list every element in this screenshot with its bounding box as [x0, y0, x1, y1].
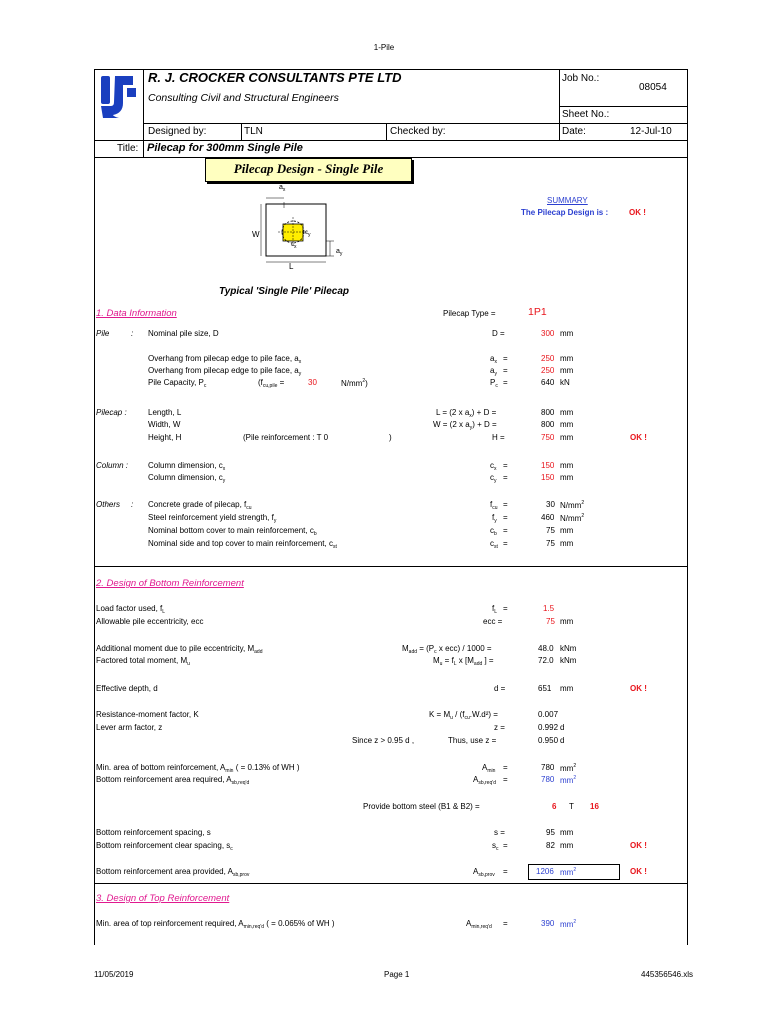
- pile-label: Pile: [96, 329, 110, 338]
- design-banner: [205, 158, 412, 182]
- z-sym: z =: [494, 723, 505, 732]
- column-cy-val: 150: [541, 473, 555, 482]
- column-cx-desc: Column dimension, $c_x$: [148, 461, 226, 472]
- pilecap-height-status: OK !: [630, 433, 647, 442]
- aprov-bottom-val: 1206: [536, 867, 554, 876]
- pile-capacity-eq: =: [503, 378, 508, 387]
- z-desc: Lever arm factor, z: [96, 723, 163, 732]
- section-divider-2: [94, 883, 688, 884]
- pile-fcu-label: ($f_{cu,pile}$ =: [258, 378, 285, 389]
- pilecap-height-note-close: ): [389, 433, 392, 442]
- column-cy-sym: $c_y$: [490, 473, 497, 484]
- pilecap-length-unit: mm: [560, 408, 574, 417]
- company-name: R. J. CROCKER CONSULTANTS PTE LTD: [148, 70, 402, 85]
- eccentricity-desc: Allowable pile eccentricity, ecc: [96, 617, 204, 626]
- pile-colon: :: [131, 329, 134, 338]
- amin-top-eq: =: [503, 919, 508, 928]
- others-cb-desc: Nominal bottom cover to main reinforcement, $c_b$: [148, 526, 317, 537]
- footer-date: 11/05/2019: [94, 970, 134, 979]
- overhang-x-sym: $a_x$: [490, 354, 497, 365]
- page-header: 1-Pile: [373, 43, 395, 52]
- pilecap-length-sym: L = (2 x $a_x) + D$ =: [436, 408, 497, 419]
- column-cx-sym: $c_x$: [490, 461, 497, 472]
- spacing-val: 95: [546, 828, 555, 837]
- effective-depth-desc: Effective depth, d: [96, 684, 158, 693]
- clear-spacing-val: 82: [546, 841, 555, 850]
- overhang-y-desc: Overhang from pilecap edge to pile face, $a_y$: [148, 366, 302, 377]
- aprov-bottom-eq: =: [503, 867, 508, 876]
- aprov-bottom-desc: Bottom reinforcement area provided, $A_{sb,prov}$: [96, 867, 250, 878]
- since-text: Since z > 0.95 d ,: [352, 736, 415, 745]
- pile-capacity-desc: Pile Capacity, $P_c$: [148, 378, 207, 389]
- others-cst-unit: mm: [560, 539, 574, 548]
- mu-unit: kNm: [560, 656, 577, 665]
- load-factor-val: 1.5: [543, 604, 555, 613]
- eccentricity-val: 75: [546, 617, 555, 626]
- others-fcu-val: 30: [546, 500, 555, 509]
- column-cx-unit: mm: [560, 461, 574, 470]
- areq-bottom-val: 780: [541, 775, 555, 784]
- pilecap-height-val: 750: [541, 433, 555, 442]
- overhang-y-sym: $a_y$: [490, 366, 497, 377]
- footer-page: Page 1: [384, 970, 410, 979]
- summary-text: The Pilecap Design is :: [521, 208, 609, 217]
- others-fy-unit: $N/mm^2$: [560, 513, 585, 523]
- spacing-sym: s =: [494, 828, 505, 837]
- overhang-x-unit: mm: [560, 354, 574, 363]
- others-cst-val: 75: [546, 539, 555, 548]
- load-factor-sym: $f_L$: [492, 604, 498, 615]
- areq-bottom-sym: $A_{sb,req'd}$: [473, 775, 496, 786]
- section3-heading: 3. Design of Top Reinforcement: [96, 893, 230, 904]
- pilecap-length-desc: Length, L: [148, 408, 182, 417]
- pile-size-val: 300: [541, 329, 555, 338]
- pile-capacity-val: 640: [541, 378, 555, 387]
- others-fy-desc: Steel reinforcement yield strength, $f_y$: [148, 513, 277, 524]
- thus-val: 0.950: [538, 736, 559, 745]
- fig-cy: $c_y$: [305, 230, 311, 238]
- amin-top-sym: $A_{min,req'd}$: [466, 919, 492, 930]
- clear-spacing-status: OK !: [630, 841, 647, 850]
- thus-text: Thus, use z =: [448, 736, 497, 745]
- job-value: 08054: [639, 82, 667, 93]
- eccentricity-unit: mm: [560, 617, 574, 626]
- amin-top-unit: $mm^2$: [560, 919, 577, 929]
- others-fy-eq: =: [503, 513, 508, 522]
- column-cy-unit: mm: [560, 473, 574, 482]
- footer-file: 445356546.xls: [641, 970, 694, 979]
- pilecap-height-desc: Height, H: [148, 433, 182, 442]
- summary-heading: SUMMARY: [547, 196, 588, 205]
- others-fcu-eq: =: [503, 500, 508, 509]
- pilecap-width-val: 800: [541, 420, 555, 429]
- title-value: Pilecap for 300mm Single Pile: [147, 142, 303, 154]
- banner-text: Pilecap Design - Single Pile: [233, 161, 384, 176]
- areq-bottom-unit: $mm^2$: [560, 775, 577, 785]
- others-cb-val: 75: [546, 526, 555, 535]
- summary-status: OK !: [629, 208, 646, 217]
- clear-spacing-sym: $s_c$: [492, 841, 499, 852]
- job-label: Job No.:: [562, 73, 600, 84]
- pile-size-desc: Nominal pile size, D: [148, 329, 219, 338]
- others-cst-desc: Nominal side and top cover to main reinforcement, $c_{st}$: [148, 539, 337, 550]
- overhang-y-unit: mm: [560, 366, 574, 375]
- mu-desc: Factored total moment, $M_u$: [96, 656, 190, 667]
- overhang-x-desc: Overhang from pilecap edge to pile face, $a_x$: [148, 354, 302, 365]
- effective-depth-status: OK !: [630, 684, 647, 693]
- column-cy-desc: Column dimension, $c_y$: [148, 473, 226, 484]
- areq-bottom-desc: Bottom reinforcement area required, $A_{sb,req'd}$: [96, 775, 250, 786]
- mu-formula: $M_u = f_L$ x [$M_{add}$ ] =: [433, 656, 494, 667]
- spacing-unit: mm: [560, 828, 574, 837]
- overhang-x-val: 250: [541, 354, 555, 363]
- z-val: 0.992: [538, 723, 559, 732]
- clear-spacing-desc: Bottom reinforcement clear spacing, $s_c$: [96, 841, 233, 852]
- section2-heading: 2. Design of Bottom Reinforcement: [96, 578, 244, 589]
- pilecap-width-desc: Width, W: [148, 420, 181, 429]
- pile-fcu-val: 30: [308, 378, 317, 387]
- others-colon: :: [131, 500, 134, 509]
- aprov-bottom-sym: $A_{sb,prov}$: [473, 867, 495, 878]
- others-cst-eq: =: [503, 539, 508, 548]
- fig-w: W: [252, 230, 260, 239]
- fig-ay: $a_y$: [336, 248, 343, 257]
- designed-value: TLN: [244, 126, 263, 137]
- others-cst-sym: $c_{st}$: [490, 539, 498, 550]
- others-cb-sym: $c_b$: [490, 526, 497, 537]
- provide-bottom-count: 6: [552, 802, 557, 811]
- provide-bottom-t: T: [569, 802, 574, 811]
- pilecap-label: Pilecap :: [96, 408, 127, 417]
- amin-top-val: 390: [541, 919, 555, 928]
- fig-ax: $a_x$: [279, 184, 286, 193]
- mu-val: 72.0: [538, 656, 554, 665]
- overhang-y-val: 250: [541, 366, 555, 375]
- pilecap-height-unit: mm: [560, 433, 574, 442]
- effective-depth-unit: mm: [560, 684, 574, 693]
- k-formula: $K = M_u / (f_{cu}.W.d^2)$ =: [429, 710, 498, 721]
- load-factor-eq: =: [503, 604, 508, 613]
- date-value: 12-Jul-10: [630, 126, 672, 137]
- column-label: Column :: [96, 461, 129, 470]
- k-val: 0.007: [538, 710, 559, 719]
- amin-top-desc: Min. area of top reinforcement required, $A_{min,req'd}$ ( = 0.065% of WH ): [96, 919, 335, 930]
- date-label: Date:: [562, 126, 586, 137]
- column-cy-eq: =: [503, 473, 508, 482]
- z-unit: d: [560, 723, 565, 732]
- pile-size-unit: mm: [560, 329, 574, 338]
- column-cx-eq: =: [503, 461, 508, 470]
- k-desc: Resistance-moment factor, K: [96, 710, 199, 719]
- areq-bottom-eq: =: [503, 775, 508, 784]
- amin-bottom-sym: $A_{min}$: [482, 763, 496, 774]
- pile-fcu-unit: $N/mm^2$): [341, 378, 368, 388]
- title-label: Title:: [117, 143, 139, 154]
- amin-bottom-val: 780: [541, 763, 555, 772]
- designed-label: Designed by:: [148, 126, 207, 137]
- others-label: Others: [96, 500, 121, 509]
- amin-bottom-desc: Min. area of bottom reinforcement, $A_{min}$ ( = 0.13% of WH ): [96, 763, 300, 774]
- madd-unit: kNm: [560, 644, 577, 653]
- eccentricity-sym: ecc =: [483, 617, 503, 626]
- overhang-x-eq: =: [503, 354, 508, 363]
- pile-size-sym: D =: [492, 329, 505, 338]
- clear-spacing-unit: mm: [560, 841, 574, 850]
- madd-desc: Additional moment due to pile eccentricity, $M_{add}$: [96, 644, 263, 655]
- load-factor-desc: Load factor used, $f_L$: [96, 604, 166, 615]
- pilecap-height-note: (Pile reinforcement : T 0: [243, 433, 329, 442]
- madd-val: 48.0: [538, 644, 554, 653]
- column-cx-val: 150: [541, 461, 555, 470]
- pilecap-figure: [246, 184, 356, 274]
- pile-capacity-unit: kN: [560, 378, 570, 387]
- others-cb-eq: =: [503, 526, 508, 535]
- sheet-label: Sheet No.:: [562, 109, 610, 120]
- others-cb-unit: mm: [560, 526, 574, 535]
- others-fcu-sym: $f_{cu}$: [490, 500, 498, 511]
- amin-bottom-eq: =: [503, 763, 508, 772]
- effective-depth-val: 651: [538, 684, 552, 693]
- aprov-bottom-status: OK !: [630, 867, 647, 876]
- checked-label: Checked by:: [390, 126, 446, 137]
- fig-l: L: [289, 262, 294, 271]
- figure-caption: Typical 'Single Pile' Pilecap: [219, 286, 349, 297]
- pilecap-type-label: Pilecap Type =: [443, 309, 496, 318]
- pilecap-height-sym: H =: [492, 433, 505, 442]
- others-fy-sym: $f_y$: [492, 513, 497, 524]
- pilecap-type-value: 1P1: [528, 306, 547, 318]
- company-logo: [97, 72, 141, 122]
- pilecap-width-unit: mm: [560, 420, 574, 429]
- madd-formula: $M_{add} = (P_c$ x ecc) / 1000 =: [402, 644, 492, 655]
- provide-bottom-text: Provide bottom steel (B1 & B2) =: [363, 802, 480, 811]
- pile-capacity-sym: $P_c$: [490, 378, 498, 389]
- pilecap-width-sym: W = (2 x $a_y) + D$ =: [433, 420, 497, 431]
- pilecap-length-val: 800: [541, 408, 555, 417]
- others-fcu-unit: $N/mm^2$: [560, 500, 585, 510]
- section-divider-1: [94, 566, 688, 567]
- overhang-y-eq: =: [503, 366, 508, 375]
- company-subtitle: Consulting Civil and Structural Engineers: [148, 92, 339, 104]
- fig-cx: $c_x$: [291, 242, 297, 250]
- frame-left: [94, 69, 95, 945]
- aprov-bottom-unit: $mm^2$: [560, 867, 577, 877]
- effective-depth-sym: d =: [494, 684, 506, 693]
- others-fy-val: 460: [541, 513, 555, 522]
- frame-right: [687, 69, 688, 945]
- amin-bottom-unit: $mm^2$: [560, 763, 577, 773]
- thus-unit: d: [560, 736, 565, 745]
- provide-bottom-dia: 16: [590, 802, 599, 811]
- section1-heading: 1. Data Information: [96, 308, 177, 319]
- spacing-desc: Bottom reinforcement spacing, s: [96, 828, 211, 837]
- clear-spacing-eq: =: [503, 841, 508, 850]
- others-fcu-desc: Concrete grade of pilecap, $f_{cu}$: [148, 500, 252, 511]
